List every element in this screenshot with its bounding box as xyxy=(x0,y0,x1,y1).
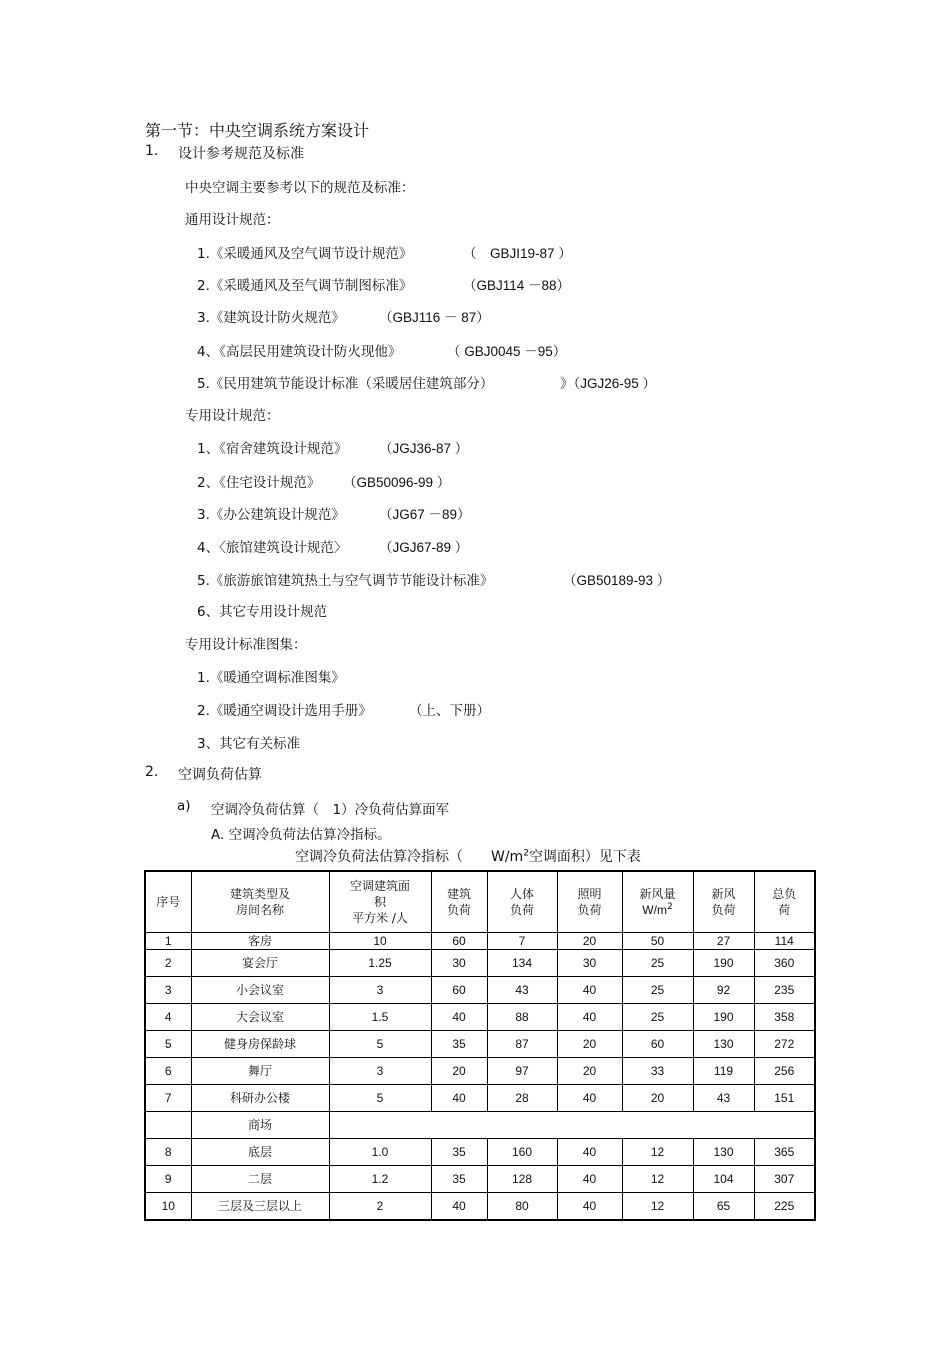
general-spec-code: （ GBJI19-87 ） xyxy=(463,246,572,261)
table-cell: 130 xyxy=(693,1031,754,1058)
table-cell: 307 xyxy=(754,1166,815,1193)
table-cell: 92 xyxy=(693,977,754,1004)
table-cell: 40 xyxy=(431,1085,487,1112)
header-cell: 照明 负荷 xyxy=(557,871,622,933)
table-cell: 27 xyxy=(693,933,754,950)
atlas-label: 专用设计标准图集： xyxy=(185,637,307,653)
table-row xyxy=(145,1058,815,1085)
table-cell: 358 xyxy=(754,1004,815,1031)
table-cell: 1 xyxy=(145,933,191,950)
table-cell: 3 xyxy=(329,977,431,1004)
special-spec-code: （GB50189-93 ） xyxy=(563,573,671,588)
table-cell: 50 xyxy=(622,933,693,950)
table-cell: 40 xyxy=(557,1004,622,1031)
table-cell: 2 xyxy=(145,950,191,977)
cooling-load-table xyxy=(144,870,816,1221)
caption-post: 空调面积）见下表 xyxy=(528,849,641,865)
table-cell: 43 xyxy=(693,1085,754,1112)
table-cell: 33 xyxy=(622,1058,693,1085)
table-cell: 30 xyxy=(431,950,487,977)
table-cell: 60 xyxy=(431,933,487,950)
table-cell: 6 xyxy=(145,1058,191,1085)
table-cell: 12 xyxy=(622,1166,693,1193)
table-cell: 104 xyxy=(693,1166,754,1193)
general-spec-label: 通用设计规范： xyxy=(185,212,280,228)
table-cell: 小会议室 xyxy=(191,977,329,1004)
special-spec-item: 6、其它专用设计规范 xyxy=(197,604,328,620)
special-spec-item: 2、《住宅设计规范》 xyxy=(197,475,321,491)
table-cell: 12 xyxy=(622,1193,693,1221)
table-caption xyxy=(295,846,641,866)
caption-pre: 空调冷负荷法估算冷指标（ W/m xyxy=(295,849,524,865)
table-cell: 科研办公楼 xyxy=(191,1085,329,1112)
table-cell: 1.25 xyxy=(329,950,431,977)
special-spec-item: 5.《旅游旅馆建筑热土与空气调节节能设计标准》 xyxy=(197,573,494,589)
table-row xyxy=(145,1193,815,1221)
table-cell: 20 xyxy=(557,933,622,950)
table-cell: 35 xyxy=(431,1166,487,1193)
table-cell: 25 xyxy=(622,977,693,1004)
atlas-item: 3、其它有关标准 xyxy=(197,736,301,752)
table-cell: 健身房保龄球 xyxy=(191,1031,329,1058)
table-cell: 256 xyxy=(754,1058,815,1085)
section-1-title: 设计参考规范及标准 xyxy=(178,146,304,162)
page-title: 第一节：中央空调系统方案设计 xyxy=(145,121,370,140)
general-spec-item: 2.《采暖通风及至气调节制图标准》 xyxy=(197,278,413,294)
header-cell: 建筑 负荷 xyxy=(431,871,487,933)
special-spec-label: 专用设计规范： xyxy=(185,408,280,424)
general-spec-code: （ GBJ0045 －95） xyxy=(447,344,567,359)
header-cell: 新风 负荷 xyxy=(693,871,754,933)
header-cell: 序号 xyxy=(145,871,191,933)
table-cell: 2 xyxy=(329,1193,431,1221)
table-cell: 8 xyxy=(145,1139,191,1166)
general-spec-item: 4、《高层民用建筑设计防火现他》 xyxy=(197,344,402,360)
table-cell: 25 xyxy=(622,950,693,977)
table-cell: 舞厅 xyxy=(191,1058,329,1085)
atlas-item: 1.《暖通空调标准图集》 xyxy=(197,670,345,686)
table-cell: 190 xyxy=(693,950,754,977)
table-row xyxy=(145,1031,815,1058)
table-cell: 20 xyxy=(557,1031,622,1058)
general-spec-item: 3.《建筑设计防火规范》 xyxy=(197,310,345,326)
table-cell: 40 xyxy=(557,1139,622,1166)
general-spec-item: 5.《民用建筑节能设计标准（采暖居住建筑部分） xyxy=(197,376,494,392)
table-cell: 底层 xyxy=(191,1139,329,1166)
table-cell: 160 xyxy=(487,1139,557,1166)
special-spec-item: 3.《办公建筑设计规范》 xyxy=(197,507,345,523)
table-cell: 40 xyxy=(431,1193,487,1221)
table-cell: 大会议室 xyxy=(191,1004,329,1031)
table-cell: 二层 xyxy=(191,1166,329,1193)
section-2-number: 2. xyxy=(145,764,159,780)
table-cell: 20 xyxy=(431,1058,487,1085)
table-cell: 119 xyxy=(693,1058,754,1085)
subsection-A-text: A. 空调冷负荷法估算冷指标。 xyxy=(211,827,391,843)
table-cell: 60 xyxy=(431,977,487,1004)
table-cell: 225 xyxy=(754,1193,815,1221)
subsection-a-number: a) xyxy=(177,798,191,814)
table-cell: 97 xyxy=(487,1058,557,1085)
table-cell: 1.5 xyxy=(329,1004,431,1031)
table-row xyxy=(145,933,815,950)
table-cell: 272 xyxy=(754,1031,815,1058)
table-row xyxy=(145,1004,815,1031)
table-cell: 360 xyxy=(754,950,815,977)
table-cell: 1.2 xyxy=(329,1166,431,1193)
table-cell: 151 xyxy=(754,1085,815,1112)
table-row xyxy=(145,1139,815,1166)
general-spec-item: 1.《采暖通风及空气调节设计规范》 xyxy=(197,246,413,262)
table-cell: 5 xyxy=(329,1085,431,1112)
table-cell: 宴会厅 xyxy=(191,950,329,977)
table-header-row xyxy=(145,871,815,933)
table-row xyxy=(145,1166,815,1193)
atlas-item-note: （上、下册） xyxy=(409,703,490,719)
table-cell: 7 xyxy=(487,933,557,950)
table-cell: 20 xyxy=(622,1085,693,1112)
header-cell: 人体 负荷 xyxy=(487,871,557,933)
table-cell: 114 xyxy=(754,933,815,950)
special-spec-code: （JG67 －89） xyxy=(379,507,471,522)
table-cell: 40 xyxy=(557,977,622,1004)
table-cell: 43 xyxy=(487,977,557,1004)
special-spec-item: 4、〈旅馆建筑设计规范〉 xyxy=(197,540,348,556)
table-cell: 20 xyxy=(557,1058,622,1085)
table-cell: 3 xyxy=(329,1058,431,1085)
table-cell: 10 xyxy=(145,1193,191,1221)
table-cell: 235 xyxy=(754,977,815,1004)
table-row xyxy=(145,1085,815,1112)
general-spec-code: 》（JGJ26-95 ） xyxy=(560,376,657,391)
table-cell: 65 xyxy=(693,1193,754,1221)
section-1-number: 1. xyxy=(145,143,159,159)
table-row xyxy=(145,950,815,977)
header-cell: 建筑类型及 房间名称 xyxy=(191,871,329,933)
table-cell: 40 xyxy=(557,1193,622,1221)
table-cell: 9 xyxy=(145,1166,191,1193)
table-cell: 190 xyxy=(693,1004,754,1031)
group-label: 商场 xyxy=(191,1112,329,1139)
table-cell: 60 xyxy=(622,1031,693,1058)
caption-sup: 2 xyxy=(523,848,529,859)
table-cell xyxy=(145,1112,191,1139)
table-cell: 128 xyxy=(487,1166,557,1193)
table-cell: 35 xyxy=(431,1031,487,1058)
header-cell: 空调建筑面 积 平方米 /人 xyxy=(329,871,431,933)
table-cell: 5 xyxy=(145,1031,191,1058)
special-spec-code: （GB50096-99 ） xyxy=(343,475,451,490)
table-cell: 25 xyxy=(622,1004,693,1031)
table-cell: 35 xyxy=(431,1139,487,1166)
general-spec-code: （GBJ116 － 87） xyxy=(379,310,490,325)
table-cell: 3 xyxy=(145,977,191,1004)
special-spec-code: （JGJ67-89 ） xyxy=(379,540,469,555)
table-cell: 40 xyxy=(557,1166,622,1193)
table-cell: 10 xyxy=(329,933,431,950)
intro-text: 中央空调主要参考以下的规范及标准： xyxy=(185,180,415,196)
table-cell: 80 xyxy=(487,1193,557,1221)
table-cell: 365 xyxy=(754,1139,815,1166)
table-cell: 4 xyxy=(145,1004,191,1031)
table-cell: 130 xyxy=(693,1139,754,1166)
header-cell: 总负 荷 xyxy=(754,871,815,933)
table-cell: 12 xyxy=(622,1139,693,1166)
section-2-title: 空调负荷估算 xyxy=(178,767,262,783)
table-cell: 7 xyxy=(145,1085,191,1112)
table-cell: 1.0 xyxy=(329,1139,431,1166)
table-cell: 87 xyxy=(487,1031,557,1058)
table-cell: 134 xyxy=(487,950,557,977)
special-spec-item: 1、《宿舍建筑设计规范》 xyxy=(197,441,348,457)
subsection-a-text: 空调冷负荷估算（ 1）冷负荷估算面军 xyxy=(211,802,450,818)
table-group-row xyxy=(145,1112,815,1139)
header-cell: 新风量 $W/m^2$ xyxy=(622,871,693,933)
atlas-item: 2.《暖通空调设计选用手册》 xyxy=(197,703,372,719)
table-cell: 5 xyxy=(329,1031,431,1058)
special-spec-code: （JGJ36-87 ） xyxy=(379,441,469,456)
table-cell: 28 xyxy=(487,1085,557,1112)
table-cell: 三层及三层以上 xyxy=(191,1193,329,1221)
table-cell: 40 xyxy=(431,1004,487,1031)
table-cell: 40 xyxy=(557,1085,622,1112)
table-cell xyxy=(329,1112,815,1139)
table-cell: 88 xyxy=(487,1004,557,1031)
table-row xyxy=(145,977,815,1004)
table-cell: 客房 xyxy=(191,933,329,950)
table-cell: 30 xyxy=(557,950,622,977)
general-spec-code: （GBJ114 －88） xyxy=(463,278,571,293)
